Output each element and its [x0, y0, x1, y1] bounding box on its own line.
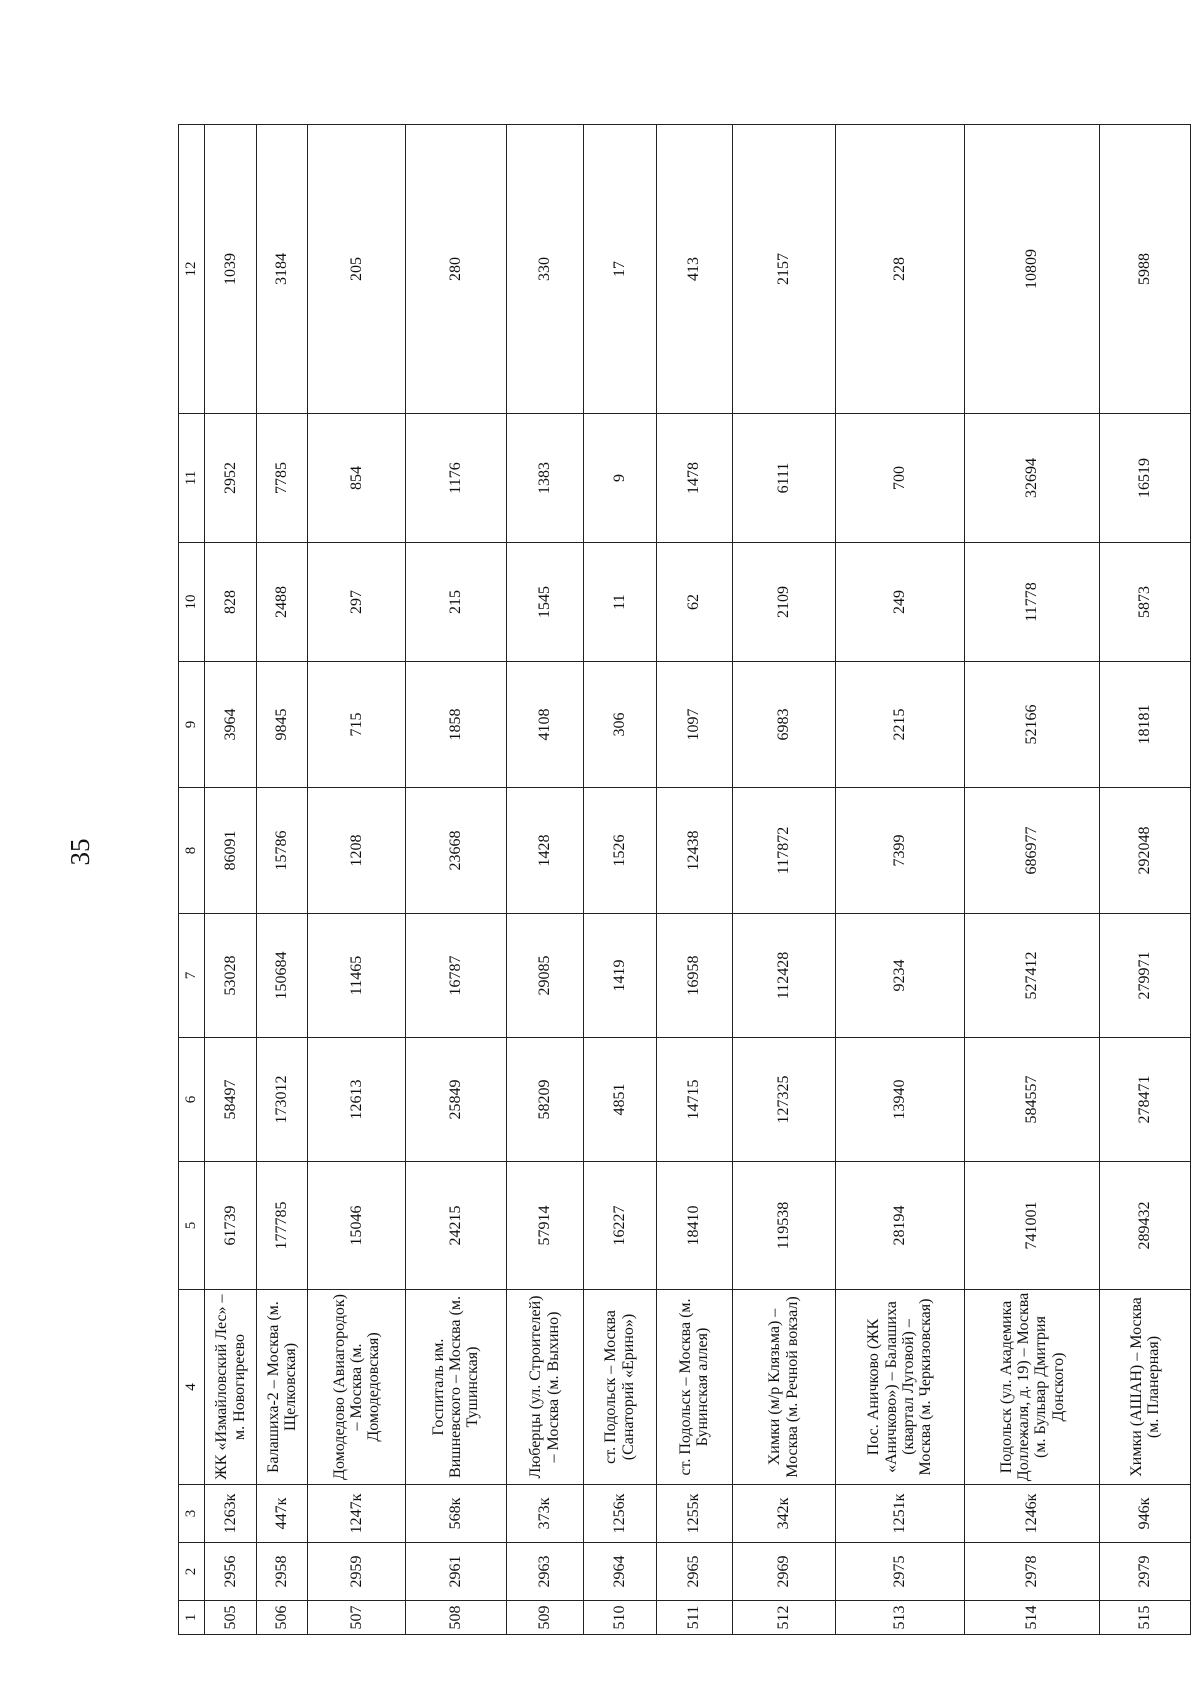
header-cell: 2	[179, 1543, 205, 1601]
cell: 16519	[1100, 414, 1191, 543]
cell: 52166	[965, 662, 1100, 788]
cell: 249	[835, 543, 965, 662]
cell: 854	[308, 414, 405, 543]
cell: 2979	[1100, 1543, 1191, 1601]
cell: 2959	[308, 1543, 405, 1601]
table-row	[656, 125, 732, 1635]
cell: 2969	[732, 1543, 835, 1601]
cell: 24215	[405, 1162, 506, 1290]
row-number: 508	[405, 1601, 506, 1635]
table-row	[732, 125, 835, 1635]
cell: 28194	[835, 1162, 965, 1290]
header-cell: 4	[179, 1290, 205, 1485]
cell: 62	[656, 543, 732, 662]
cell: 278471	[1100, 1038, 1191, 1162]
cell: 58497	[205, 1038, 257, 1162]
row-number: 511	[656, 1601, 732, 1635]
cell: 18181	[1100, 662, 1191, 788]
cell: 58209	[506, 1038, 583, 1162]
table-row	[1100, 125, 1191, 1635]
cell: 342к	[732, 1485, 835, 1543]
header-cell: 10	[179, 543, 205, 662]
cell: 330	[506, 125, 583, 414]
cell: 2958	[256, 1543, 308, 1601]
header-cell: 3	[179, 1485, 205, 1543]
table-row	[583, 125, 656, 1635]
cell: 215	[405, 543, 506, 662]
cell: 2109	[732, 543, 835, 662]
cell: 2978	[965, 1543, 1100, 1601]
cell: 15786	[256, 788, 308, 914]
route-cell: Пос. Аничково (ЖК «Аничково») – Балашиха (квартал Луговой) – Москва (м. Черкизовская)	[835, 1290, 965, 1485]
cell: 2961	[405, 1543, 506, 1601]
table-row	[835, 125, 965, 1635]
cell: 4851	[583, 1038, 656, 1162]
cell: 1858	[405, 662, 506, 788]
table-row	[205, 125, 257, 1635]
cell: 447к	[256, 1485, 308, 1543]
cell: 2975	[835, 1543, 965, 1601]
row-number: 513	[835, 1601, 965, 1635]
header-cell: 5	[179, 1162, 205, 1290]
header-cell: 8	[179, 788, 205, 914]
cell: 1545	[506, 543, 583, 662]
row-number: 514	[965, 1601, 1100, 1635]
cell: 280	[405, 125, 506, 414]
cell: 25849	[405, 1038, 506, 1162]
cell: 11	[583, 543, 656, 662]
page-number: 35	[65, 838, 95, 866]
cell: 715	[308, 662, 405, 788]
cell: 1478	[656, 414, 732, 543]
cell: 10809	[965, 125, 1100, 414]
cell: 177785	[256, 1162, 308, 1290]
cell: 32694	[965, 414, 1100, 543]
cell: 5873	[1100, 543, 1191, 662]
cell: 2956	[205, 1543, 257, 1601]
table-row	[308, 125, 405, 1635]
cell: 9	[583, 414, 656, 543]
cell: 150684	[256, 914, 308, 1038]
cell: 3184	[256, 125, 308, 414]
cell: 12613	[308, 1038, 405, 1162]
row-number: 510	[583, 1601, 656, 1635]
cell: 57914	[506, 1162, 583, 1290]
route-cell: Домодедово (Авиагородок) – Москва (м. Домодедовская)	[308, 1290, 405, 1485]
header-cell: 9	[179, 662, 205, 788]
cell: 16787	[405, 914, 506, 1038]
cell: 17	[583, 125, 656, 414]
cell: 1251к	[835, 1485, 965, 1543]
cell: 1256к	[583, 1485, 656, 1543]
cell: 413	[656, 125, 732, 414]
header-cell: 6	[179, 1038, 205, 1162]
cell: 11465	[308, 914, 405, 1038]
cell: 568к	[405, 1485, 506, 1543]
route-cell: Подольск (ул. Академика Доллежаля, д. 19) – Москва (м. Бульвар Дмитрия Донского)	[965, 1290, 1100, 1485]
cell: 13940	[835, 1038, 965, 1162]
cell: 16958	[656, 914, 732, 1038]
cell: 205	[308, 125, 405, 414]
cell: 1208	[308, 788, 405, 914]
row-number: 509	[506, 1601, 583, 1635]
row-number: 506	[256, 1601, 308, 1635]
cell: 306	[583, 662, 656, 788]
cell: 173012	[256, 1038, 308, 1162]
cell: 7785	[256, 414, 308, 543]
cell: 14715	[656, 1038, 732, 1162]
cell: 1526	[583, 788, 656, 914]
cell: 1383	[506, 414, 583, 543]
cell: 1247к	[308, 1485, 405, 1543]
cell: 1176	[405, 414, 506, 543]
cell: 2488	[256, 543, 308, 662]
cell: 1246к	[965, 1485, 1100, 1543]
cell: 2157	[732, 125, 835, 414]
cell: 584557	[965, 1038, 1100, 1162]
row-number: 507	[308, 1601, 405, 1635]
cell: 18410	[656, 1162, 732, 1290]
route-cell: Госпиталь им. Вишневского – Москва (м. Тушинская)	[405, 1290, 506, 1485]
cell: 2963	[506, 1543, 583, 1601]
cell: 527412	[965, 914, 1100, 1038]
route-cell: Люберцы (ул. Строителей) – Москва (м. Выхино)	[506, 1290, 583, 1485]
header-cell: 11	[179, 414, 205, 543]
cell: 9845	[256, 662, 308, 788]
cell: 23668	[405, 788, 506, 914]
route-cell: ст. Подольск – Москва (Санаторий «Ерино»)	[583, 1290, 656, 1485]
cell: 2215	[835, 662, 965, 788]
cell: 86091	[205, 788, 257, 914]
row-number: 505	[205, 1601, 257, 1635]
row-number: 512	[732, 1601, 835, 1635]
table-row	[506, 125, 583, 1635]
route-cell: Балашиха-2 – Москва (м. Щелковская)	[256, 1290, 308, 1485]
cell: 6983	[732, 662, 835, 788]
data-table-rotated	[178, 125, 1191, 1635]
route-cell: ст. Подольск – Москва (м. Бунинская аллея)	[656, 1290, 732, 1485]
data-table	[178, 124, 1191, 1635]
cell: 1263к	[205, 1485, 257, 1543]
cell: 53028	[205, 914, 257, 1038]
cell: 373к	[506, 1485, 583, 1543]
cell: 700	[835, 414, 965, 543]
cell: 117872	[732, 788, 835, 914]
route-cell: Химки (м/р Клязьма) – Москва (м. Речной вокзал)	[732, 1290, 835, 1485]
cell: 15046	[308, 1162, 405, 1290]
cell: 292048	[1100, 788, 1191, 914]
cell: 3964	[205, 662, 257, 788]
cell: 2952	[205, 414, 257, 543]
cell: 112428	[732, 914, 835, 1038]
cell: 686977	[965, 788, 1100, 914]
cell: 1039	[205, 125, 257, 414]
cell: 7399	[835, 788, 965, 914]
cell: 2964	[583, 1543, 656, 1601]
cell: 2965	[656, 1543, 732, 1601]
cell: 279971	[1100, 914, 1191, 1038]
cell: 11778	[965, 543, 1100, 662]
cell: 9234	[835, 914, 965, 1038]
cell: 29085	[506, 914, 583, 1038]
row-number: 515	[1100, 1601, 1191, 1635]
table-row	[256, 125, 308, 1635]
cell: 6111	[732, 414, 835, 543]
cell: 228	[835, 125, 965, 414]
header-cell: 12	[179, 125, 205, 414]
route-cell: ЖК «Измайловский Лес» – м. Новогиреево	[205, 1290, 257, 1485]
cell: 5988	[1100, 125, 1191, 414]
cell: 61739	[205, 1162, 257, 1290]
table-row	[965, 125, 1100, 1635]
header-cell: 1	[179, 1601, 205, 1635]
route-cell: Химки (АШАН) – Москва (м. Планерная)	[1100, 1290, 1191, 1485]
table-row	[405, 125, 506, 1635]
header-row	[179, 125, 205, 1635]
cell: 741001	[965, 1162, 1100, 1290]
cell: 4108	[506, 662, 583, 788]
cell: 1428	[506, 788, 583, 914]
cell: 1255к	[656, 1485, 732, 1543]
cell: 289432	[1100, 1162, 1191, 1290]
cell: 1097	[656, 662, 732, 788]
cell: 119538	[732, 1162, 835, 1290]
cell: 16227	[583, 1162, 656, 1290]
cell: 828	[205, 543, 257, 662]
cell: 127325	[732, 1038, 835, 1162]
cell: 1419	[583, 914, 656, 1038]
cell: 946к	[1100, 1485, 1191, 1543]
cell: 12438	[656, 788, 732, 914]
cell: 297	[308, 543, 405, 662]
header-cell: 7	[179, 914, 205, 1038]
